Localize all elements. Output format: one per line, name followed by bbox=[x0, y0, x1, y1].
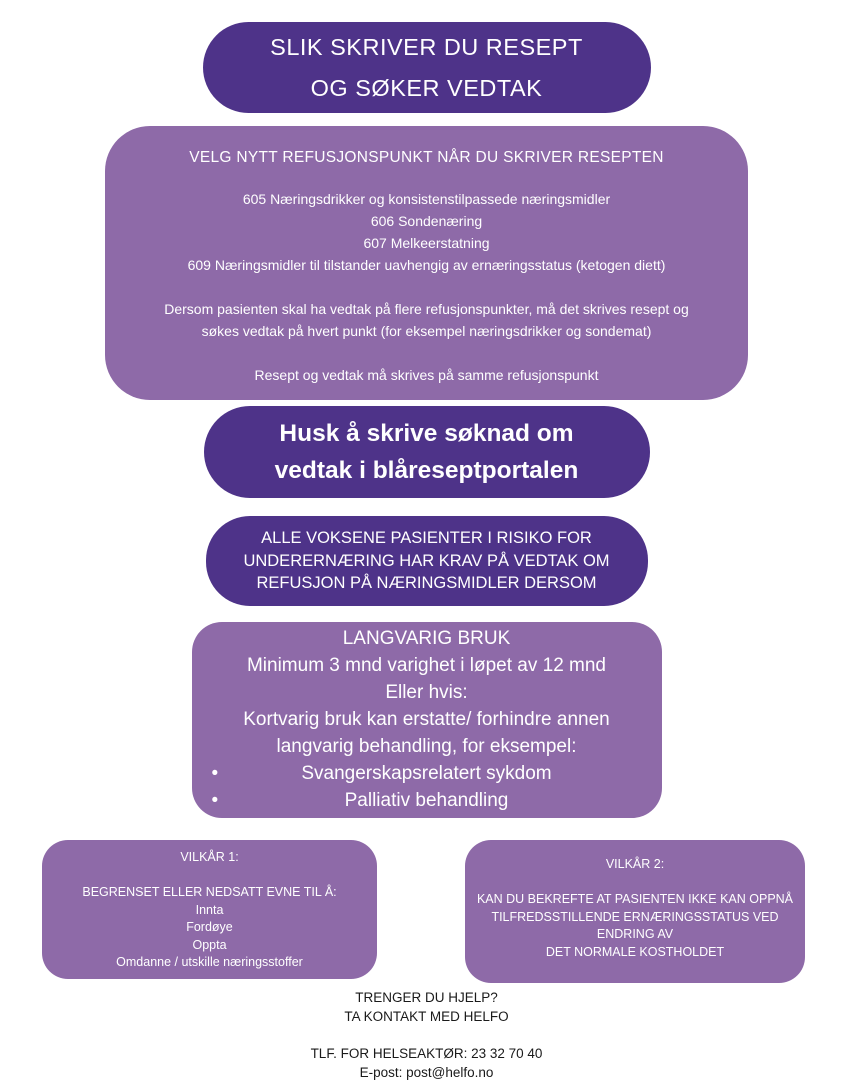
vilkar-2-line: TILFREDSSTILLENDE ERNÆRINGSSTATUS VED bbox=[491, 909, 779, 924]
refusjonspunkt-item: 606 Sondenæring bbox=[370, 213, 483, 229]
entitlement-line: ALLE VOKSENE PASIENTER I RISIKO FOR bbox=[261, 529, 592, 548]
note-line: Dersom pasienten skal ha vedtak på flere refusjonspunkter, må det skrives resept og bbox=[164, 301, 689, 317]
langvarig-bullet-item bbox=[206, 787, 648, 814]
refusjonspunkt-box bbox=[105, 126, 748, 400]
footer-help bbox=[0, 988, 853, 1026]
entitlement-line: UNDERERNÆRING HAR KRAV PÅ VEDTAK OM bbox=[243, 551, 610, 570]
vilkar-2-line: DET NORMALE KOSTHOLDET bbox=[545, 944, 725, 959]
vilkar-1-item: Innta bbox=[195, 902, 224, 917]
bullet-text: Svangerskapsrelatert sykdom bbox=[301, 763, 552, 784]
reminder-line: Husk å skrive søknad om bbox=[279, 420, 574, 447]
refusjonspunkt-note bbox=[139, 298, 714, 342]
vilkar-1-item: Fordøye bbox=[186, 920, 233, 934]
langvarig-line: Eller hvis: bbox=[385, 682, 468, 703]
refusjonspunkt-list bbox=[139, 188, 714, 276]
langvarig-bruk-box bbox=[192, 622, 662, 818]
bullet-icon: • bbox=[211, 763, 219, 784]
vilkar-2-heading: VILKÅR 2: bbox=[605, 857, 665, 871]
refusjonspunkt-heading: VELG NYTT REFUSJONSPUNKT NÅR DU SKRIVER RESEPTEN bbox=[189, 149, 664, 166]
vilkar-row bbox=[42, 840, 853, 983]
vilkar-2-line: ENDRING AV bbox=[596, 927, 674, 941]
vilkar-1-box bbox=[42, 840, 377, 979]
entitlement-box bbox=[206, 516, 648, 606]
langvarig-line: Kortvarig bruk kan erstatte/ forhindre annen bbox=[243, 709, 610, 730]
langvarig-line: Minimum 3 mnd varighet i løpet av 12 mnd bbox=[246, 655, 607, 676]
vilkar-2-line: KAN DU BEKREFTE AT PASIENTEN IKKE KAN OPPNÅ bbox=[476, 892, 794, 906]
entitlement-line: REFUSJON PÅ NÆRINGSMIDLER DERSOM bbox=[256, 574, 597, 593]
reminder-line: vedtak i blåreseptportalen bbox=[274, 457, 579, 484]
footer-help-line: TA KONTAKT MED HELFO bbox=[344, 1009, 509, 1024]
flyer-page bbox=[0, 22, 853, 1082]
bullet-icon: • bbox=[211, 790, 219, 811]
title-line: OG SØKER VEDTAK bbox=[310, 74, 543, 101]
refusjonspunkt-item: 605 Næringsdrikker og konsistenstilpassede næringsmidler bbox=[242, 191, 611, 207]
vilkar-1-item: Oppta bbox=[192, 937, 227, 952]
footer-help-line: TRENGER DU HJELP? bbox=[355, 990, 498, 1005]
reminder-box bbox=[204, 406, 650, 498]
footer-phone: TLF. FOR HELSEAKTØR: 23 32 70 40 bbox=[310, 1046, 543, 1061]
refusjonspunkt-item: 609 Næringsmidler til tilstander uavhengig av ernæringsstatus (ketogen diett) bbox=[187, 257, 666, 273]
bullet-text: Palliativ behandling bbox=[344, 790, 509, 811]
refusjonspunkt-item: 607 Melkeerstatning bbox=[363, 235, 490, 251]
title-line: SLIK SKRIVER DU RESEPT bbox=[270, 33, 583, 60]
note-line: søkes vedtak på hvert punkt (for eksempel næringsdrikker og sondemat) bbox=[201, 323, 652, 339]
langvarig-heading: LANGVARIG BRUK bbox=[342, 628, 511, 649]
footer-contact bbox=[0, 1044, 853, 1082]
refusjonspunkt-rule: Resept og vedtak må skrives på samme refusjonspunkt bbox=[254, 367, 599, 383]
vilkar-1-heading: VILKÅR 1: bbox=[180, 850, 239, 864]
vilkar-1-item: Omdanne / utskille næringsstoffer bbox=[116, 955, 303, 969]
spacer bbox=[475, 874, 795, 892]
vilkar-1-subheading: BEGRENSET ELLER NEDSATT EVNE TIL Å: bbox=[82, 885, 337, 899]
spacer bbox=[42, 867, 377, 885]
langvarig-bullet-item bbox=[206, 760, 648, 787]
langvarig-line: langvarig behandling, for eksempel: bbox=[276, 736, 577, 757]
vilkar-2-box bbox=[465, 840, 805, 983]
footer-email: E-post: post@helfo.no bbox=[359, 1065, 494, 1080]
title-box bbox=[203, 22, 651, 113]
